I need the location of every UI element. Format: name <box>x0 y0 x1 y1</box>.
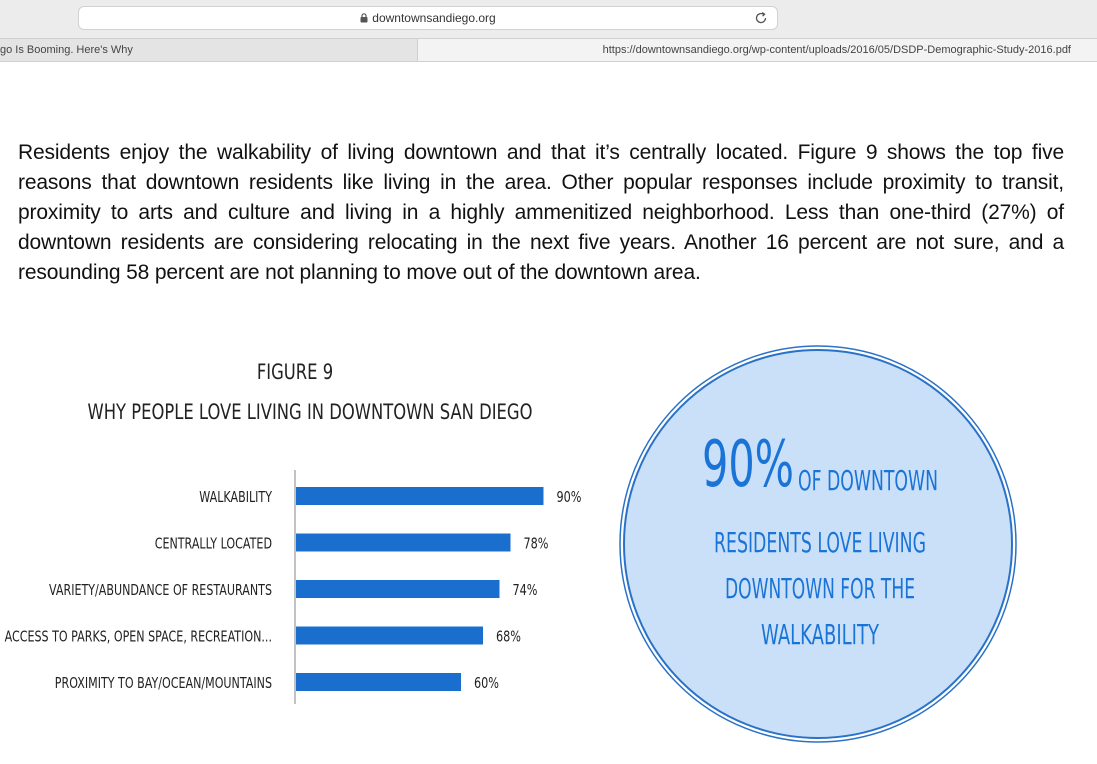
bar <box>296 627 483 645</box>
bar-chart <box>0 460 600 710</box>
url-display[interactable] <box>79 11 777 25</box>
tab-bar <box>0 38 1097 62</box>
address-bar[interactable] <box>78 6 778 30</box>
category-label: ACCESS TO PARKS, OPEN SPACE, RECREATION... <box>4 627 272 646</box>
category-label: WALKABILITY <box>199 488 273 506</box>
bar <box>296 673 461 691</box>
reload-icon[interactable] <box>753 10 769 26</box>
tab-article[interactable] <box>0 39 418 61</box>
value-label: 78% <box>523 534 549 553</box>
figure-title: WHY PEOPLE LOVE LIVING IN DOWNTOWN SAN DIEGO <box>87 400 533 424</box>
lock-icon <box>360 13 368 23</box>
browser-toolbar <box>0 0 1097 38</box>
callout-line-1: OF DOWNTOWN <box>798 464 938 497</box>
figure-number: FIGURE 9 <box>256 360 334 384</box>
bar <box>296 580 500 598</box>
tab-pdf-label: https://downtownsandiego.org/wp-content/uploads/2016/05/DSDP-Demographic-Study-2016.pdf <box>602 44 1071 56</box>
callout-line-2: RESIDENTS LOVE LIVING <box>714 526 926 559</box>
category-label: VARIETY/ABUNDANCE OF RESTAURANTS <box>49 581 272 599</box>
tab-pdf[interactable] <box>419 39 1097 61</box>
category-label: PROXIMITY TO BAY/OCEAN/MOUNTAINS <box>54 674 272 692</box>
value-label: 74% <box>512 581 538 599</box>
intro-paragraph: Residents enjoy the walkability of living downtown and that it’s centrally located. Figure 9 shows the top five reasons that downtown residents like living in the area. Other popular responses include proximity to transit, proximity to arts and culture and living in a highly ammenitized neighborhood. Less than one-third (27%) of downtown residents are considering relocating in the next five years. Another 16 percent are not sure, and a resounding 58 percent are not planning to move out of the downtown area. <box>18 141 1064 284</box>
value-label: 68% <box>496 627 521 646</box>
category-label: CENTRALLY LOCATED <box>154 534 272 553</box>
value-label: 60% <box>474 674 499 692</box>
callout-percent: 90% <box>702 428 794 502</box>
callout-line-3: DOWNTOWN FOR THE <box>725 572 915 605</box>
url-text: downtownsandiego.org <box>372 11 496 25</box>
tab-article-label: go Is Booming. Here's Why <box>0 44 133 56</box>
callout-line-4: WALKABILITY <box>761 618 880 651</box>
bar <box>296 534 511 552</box>
bar <box>296 487 544 505</box>
value-label: 90% <box>556 488 582 506</box>
callout-circle <box>614 344 1024 744</box>
